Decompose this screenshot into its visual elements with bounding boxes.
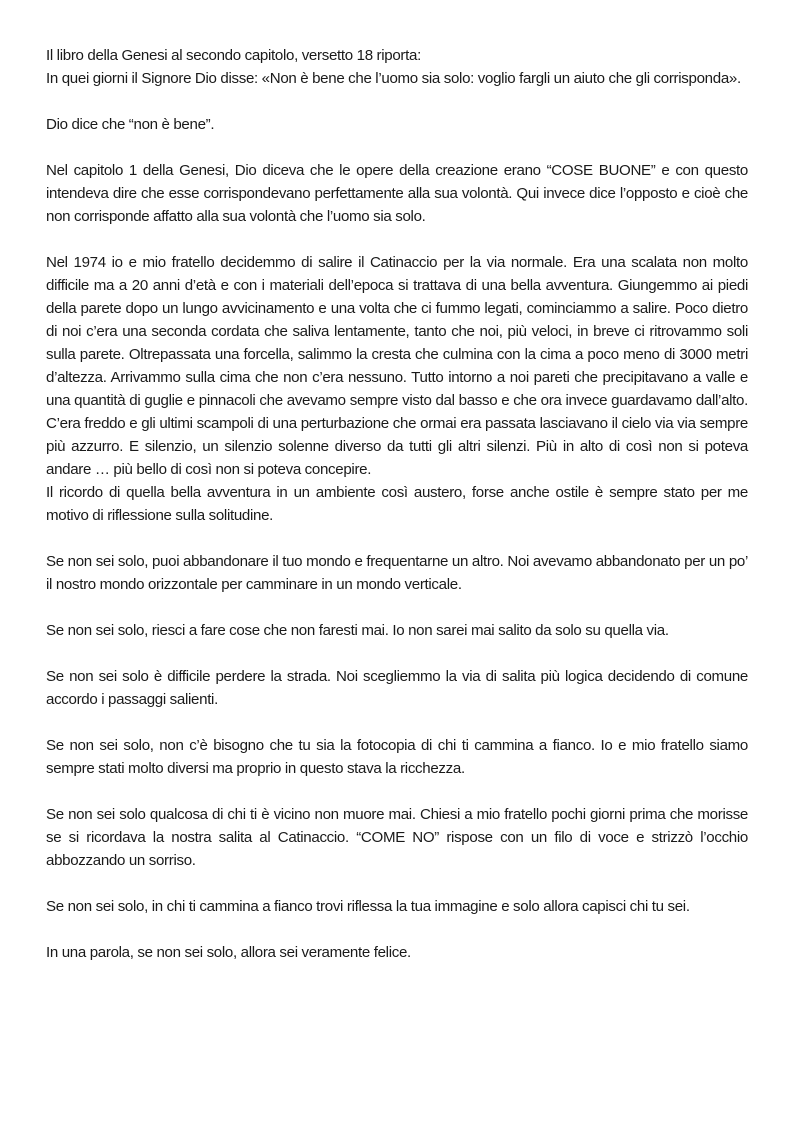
- paragraph-spacer: [46, 918, 748, 941]
- paragraph-spacer: [46, 711, 748, 734]
- paragraph-spacer: [46, 780, 748, 803]
- paragraph-cose-che-non-faresti: Se non sei solo, riesci a fare cose che non faresti mai. Io non sarei mai salito da solo su quella via.: [46, 622, 669, 639]
- document-text-body: [46, 44, 748, 964]
- paragraph-spacer: [46, 527, 748, 550]
- paragraph-spacer: [46, 596, 748, 619]
- paragraph-spacer: [46, 136, 748, 159]
- text-line-segment: Nel 1974 io e mio fratello decidemmo di salire il Catinaccio per la via normale. Era una scalata non molto difficile ma a 20 anni d’età e con i materiali dell’epoca si trattava di una bella avventura. Giungemmo ai piedi della parete dopo un lungo avvicinamento e una volta che ci fummo legati, cominciammo a salire. Poco dietro di noi c’era una seconda cordata che saliva lentamente, tanto che noi, più veloci, in breve ci ritrovammo soli sulla parete. Oltrepassata una forcella, salimmo la cresta che culmina con la cima a poco meno di 3000 metri d’altezza. Arrivammo sulla cima che non c’era nessuno. Tutto intorno a noi pareti che precipitavano a valle e una quantità di guglie e pinnacoli che avevamo sempre visto dal basso e che ora invece guardavamo dall’alto. C’era freddo e gli ultimi scampoli di una perturbazione che ormai era passata lasciavano il cielo via via sempre più azzurro. E silenzio, un silenzio solenne diverso da tutti gli altri silenzi. Più in alto di così non si poteva andare … più bello di così non si poteva concepire.: [46, 254, 748, 478]
- paragraph-immagine-riflessa: Se non sei solo, in chi ti cammina a fianco trovi riflessa la tua immagine e solo allora capisci chi tu sei.: [46, 898, 690, 915]
- text-line-segment: In quei giorni il Signore Dio disse: «Non è bene che l’uomo sia solo: voglio fargli un aiuto che gli corrisponda».: [46, 70, 741, 87]
- paragraph-conclusione: In una parola, se non sei solo, allora sei veramente felice.: [46, 944, 411, 961]
- paragraph-spacer: [46, 642, 748, 665]
- paragraph-spacer: [46, 872, 748, 895]
- paragraph-come-no: Se non sei solo qualcosa di chi ti è vicino non muore mai. Chiesi a mio fratello pochi giorni prima che morisse se si ricordava la nostra salita al Catinaccio. “COME NO” rispose con un filo di voce e strizzò l’occhio abbozzando un sorriso.: [46, 806, 748, 869]
- paragraph-cose-buone: Nel capitolo 1 della Genesi, Dio diceva che le opere della creazione erano “COSE BUONE” e con questo intendeva dire che esse corrispondevano perfettamente alla sua volontà. Qui invece dice l’opposto e cioè che non corrisponde affatto alla sua volontà che l’uomo sia solo.: [46, 162, 748, 225]
- text-line-segment: Il ricordo di quella bella avventura in un ambiente così austero, forse anche ostile è sempre stato per me motivo di riflessione sulla solitudine.: [46, 484, 748, 524]
- paragraph-catinaccio-story: [46, 251, 748, 527]
- paragraph-dio-dice: Dio dice che “non è bene”.: [46, 116, 215, 133]
- paragraph-perdere-la-strada: Se non sei solo è difficile perdere la strada. Noi scegliemmo la via di salita più logica decidendo di comune accordo i passaggi salienti.: [46, 668, 748, 708]
- paragraph-fotocopia: Se non sei solo, non c’è bisogno che tu sia la fotocopia di chi ti cammina a fianco. Io e mio fratello siamo sempre stati molto diversi ma proprio in questo stava la ricchezza.: [46, 737, 748, 777]
- text-line-segment: Il libro della Genesi al secondo capitolo, versetto 18 riporta:: [46, 47, 421, 64]
- paragraph-spacer: [46, 90, 748, 113]
- paragraph-spacer: [46, 228, 748, 251]
- paragraph-mondo-verticale: Se non sei solo, puoi abbandonare il tuo mondo e frequentarne un altro. Noi avevamo abbandonato per un po’ il nostro mondo orizzontale per camminare in un mondo verticale.: [46, 553, 748, 593]
- paragraph-genesis-citation: [46, 44, 748, 90]
